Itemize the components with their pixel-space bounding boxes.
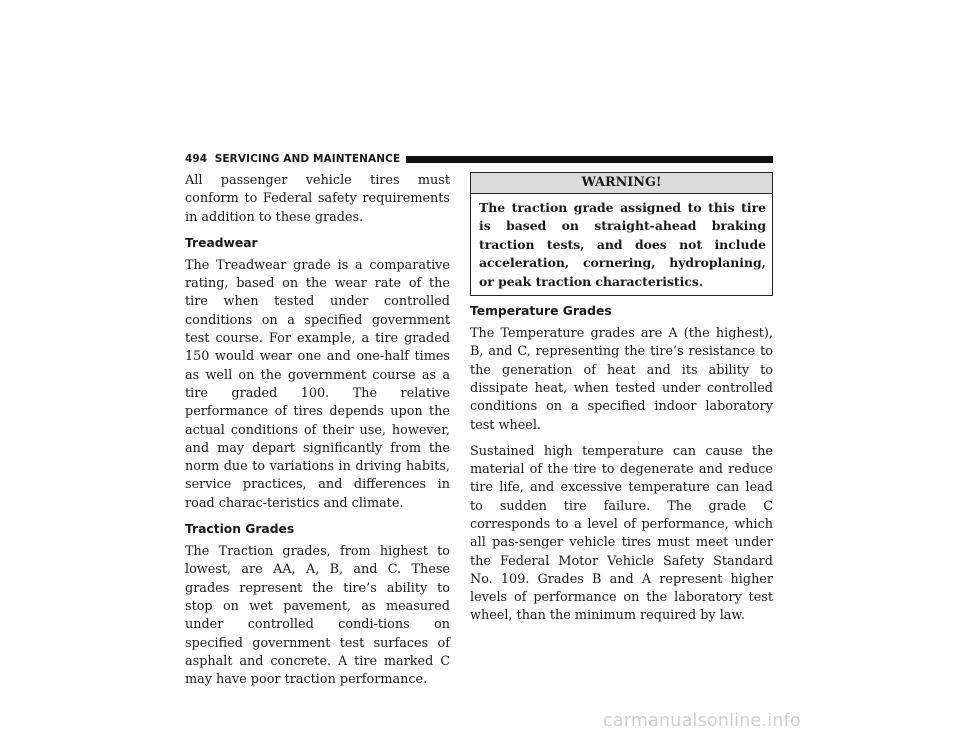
page-number: 494: [185, 153, 208, 165]
page-header: [185, 152, 773, 166]
treadwear-paragraph: The Treadwear grade is a comparative rating, based on the wear rate of the tire when tested under controlled conditions on a specified government test course. For example, a tire graded 150 would wear one and one-half times as well on the government course as a tire graded 100. The relative performance of tires depends upon the actual conditions of their use, however, and may depart significantly from the norm due to variations in driving habits, service practices, and differences in road charac-teristics and climate.: [185, 257, 450, 511]
section-title: SERVICING AND MAINTENANCE: [214, 153, 401, 165]
warning-text: The traction grade assigned to this tire is based on straight-ahead braking traction tests, and does not include acceleration, cornering, hydroplaning, or peak traction characteristics.: [479, 200, 766, 289]
right-column: [470, 172, 773, 634]
temperature-heading: Temperature Grades: [470, 304, 612, 319]
header-rule: [406, 156, 773, 163]
left-column: [185, 172, 450, 697]
treadwear-heading: Treadwear: [185, 235, 258, 250]
temperature-paragraph-2: Sustained high temperature can cause the material of the tire to degenerate and reduce tire life, and excessive temperature can lead to sudden tire failure. The grade C corresponds to a level of performance, which all pas-senger vehicle tires must meet under the Federal Motor Vehicle Safety Standard No. 109. Grades B and A represent higher levels of performance on the laboratory test wheel, than the minimum required by law.: [470, 443, 773, 624]
page-header-text: [185, 153, 400, 165]
traction-paragraph: The Traction grades, from highest to lowest, are AA, A, B, and C. These grades represent the tire’s ability to stop on wet pavement, as measured under controlled condi-tions on specified government test surfaces of asphalt and concrete. A tire marked C may have poor traction performance.: [185, 544, 450, 688]
watermark: carmanualsonline.info: [603, 711, 801, 731]
traction-heading: Traction Grades: [185, 522, 295, 537]
intro-paragraph: All passenger vehicle tires must conform to Federal safety requirements in addition to these grades.: [185, 173, 450, 225]
warning-title: WARNING!: [471, 173, 772, 194]
temperature-paragraph-1: The Temperature grades are A (the highest), B, and C, representing the tire’s resistance to the generation of heat and its ability to dissipate heat, when tested under controlled conditions on a specified indoor laboratory test wheel.: [470, 326, 773, 433]
warning-box: [470, 172, 773, 296]
